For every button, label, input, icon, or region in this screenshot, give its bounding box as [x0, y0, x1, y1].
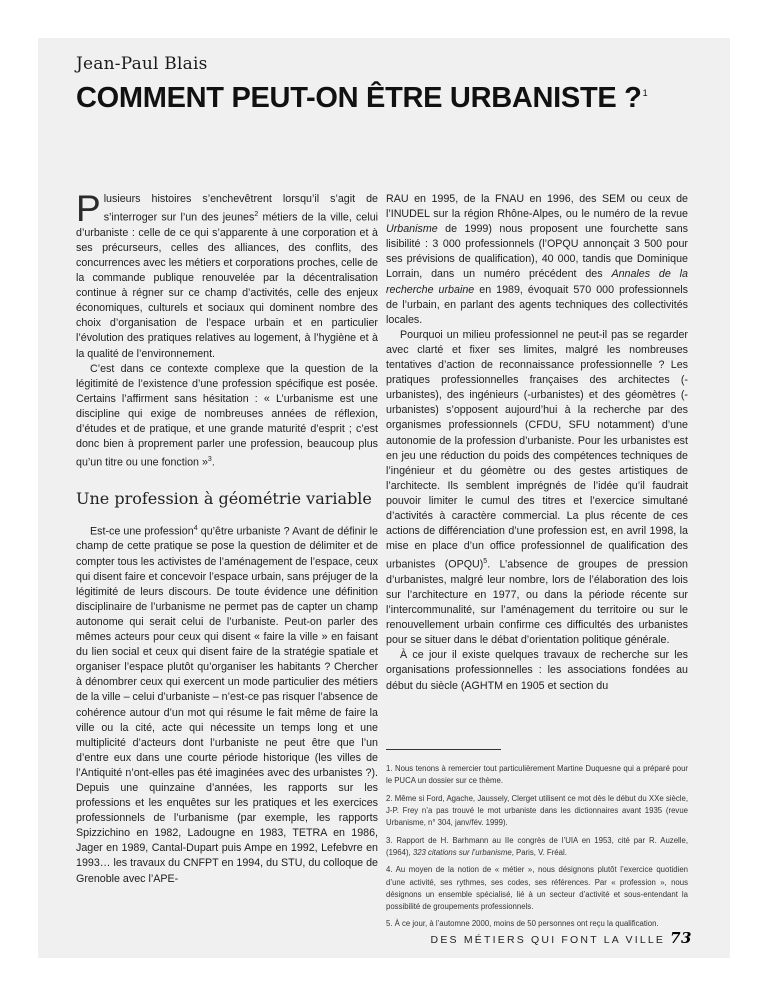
paragraph-text: RAU en 1995, de la FNAU en 1996, des SEM ou ceux de l’INUDEL sur la région Rhône-Alpes, ou le numéro de la revue	[386, 193, 688, 221]
paragraph	[76, 188, 379, 362]
footnote-ref: 4	[193, 524, 198, 532]
article-title-text: COMMENT PEUT-ON ÊTRE URBANISTE ?	[76, 82, 642, 114]
paragraph	[76, 521, 378, 887]
footnote: 1. Nous tenons à remercier tout particulièrement Martine Duquesne qui a préparé pour le PUCA un dossier sur ce thème.	[386, 764, 688, 786]
paragraph-text: lusieurs histoires s’enchevêtrent lorsqu’il s’agit de s’interroger sur l’un des jeunes	[103, 193, 378, 224]
footnote	[386, 835, 688, 859]
running-title: DES MÉTIERS QUI FONT LA VILLE	[430, 934, 666, 946]
footnote: 4. Au moyen de la notion de « métier », nous désignons plutôt l’exercice quotidien d’une activité, ses rythmes, ses codes, ses références. Par « profession », nous désignons un ensemble spécialisé, lié à un secteur d’activité et sous-entendant la possibilité de groupements professionnels.	[386, 865, 688, 911]
footnote-ref: 5	[483, 558, 488, 566]
paragraph-text: . L’absence de groupes de pression d’urbanistes, malgré leur nombre, lors de l’élaboration des lois sur l’architecture en 1977, ou dans la période récente sur l’intercommunalité, sur l’aménagement du territoire ou sur le renouvellement urbain confirme ces difficultés des urbanistes pour se situer dans le débat d’orientation politique générale.	[386, 558, 689, 647]
left-column	[76, 188, 379, 887]
paragraph	[386, 328, 688, 649]
drop-cap: P	[76, 188, 101, 229]
footnote: 5. À ce jour, à l’automne 2000, moins de 50 personnes ont reçu la qualification.	[386, 919, 659, 929]
book-title: 323 citations sur l’urbanisme	[412, 847, 512, 857]
journal-title: Urbanisme	[386, 223, 438, 236]
paragraph-text: qu’être urbaniste ? Avant de définir le champ de cette pratique se pose la question de délimiter et de compter tous les activistes de l’aménagement de l’espace, ceux qui disent faire et concevoir l’espace urbain, sans préjuger de la légitimité de leurs discours. De toute évidence une définition disciplinaire de l’urbanisme ne permet pas de capter un champ autonome qui serait celui de l’urbaniste. Peut-on parler des mêmes acteurs pour ceux qui disent « faire la ville » en faisant du lien social et ceux qui disent faire de la stratégie spatiale et organiser l’espace plutôt qu’organiser les habitants ? Chercher à dénombrer ceux qui exercent un mode particulier des métiers de la ville – celui d’urbaniste – n’est-ce pas risquer l’absence de cohérence autour d’un mot qui résume le fait même de faire la ville ou la cité, acte qui nécessite un temps long et une multiplicité d’acteurs dont l’urbaniste ne peut être que l’un d’entre eux dans une courte période historique (les villes de l’Antiquité n’ont-elles pas été imaginées avec des urbanistes ?). Depuis une quinzaine d’années, les rapports sur les professions et les enquêtes sur les pratiques et les exercices professionnels de l’urbanisme (par exemple, les rapports Spizzichino en 1982, Ladougne en 1983, TETRA en 1986, Jager en 1989, Cantal-Dupart puis Ampe en 1992, Lefebvre en 1993… les travaux du CNFPT en 1994, du STU, du colloque de Grenoble avec l’APE-	[76, 525, 378, 885]
footnote-ref: 2	[254, 211, 259, 219]
paragraph-text: en 1989, évoquait 570 000 professionnels de l’urbain, en parlant des agents techniques des collectivités locales.	[386, 283, 689, 326]
right-column	[386, 192, 688, 694]
footnote-text: , Paris, V. Fréal.	[511, 847, 567, 857]
paragraph-text: Pourquoi un milieu professionnel ne peut-il pas se regarder avec clarté et fixer ses limites, malgré les nombreuses tentatives d’action de reconnaissance professionnelle ? Les pratiques professionnelles françaises des architectes (-urbanistes), des ingénieurs (-urbanistes) et des géomètres (-urbanistes) s’opposent aujourd’hui à la recherche par des organismes professionnels (CFDU, SFU notamment) d’une autonomie de la profession d’urbaniste. Pour les urbanistes est en jeu une réduction du poids des compétences techniques de l’ingénieur et du géomètre ou des gestes artistiques de l’architecte. Ils semblent imprégnés de l’idée qu’il faudrait pouvoir limiter le cumul des titres et l’exercice simultané d’activités à caractère commercial. La plus récente de ces actions de différenciation d’une profession est, en avril 1998, la mise en place d’un office professionnel de qualification des urbanistes (OPQU)	[386, 328, 688, 571]
author-name: Jean-Paul Blais	[76, 54, 208, 74]
paragraph: À ce jour il existe quelques travaux de recherche sur les organisations professionnelles : les associations fondées au début du siècle (AGHTM en 1905 et section du	[386, 649, 688, 692]
article-title	[76, 82, 647, 115]
footnote-divider	[386, 749, 501, 750]
paragraph-text: métiers de la ville, celui d’urbaniste : celle de ce qui s’apparente à une corporation et à ses précurseurs, celles des alliances, des conflits, des concurrences avec les métiers et corporations proches, celle de la commande publique renouvelée par la décentralisation continue à régner sur ce champ d’activités, celle des enjeux économiques, culturels et sociaux qui dominent nombre des choix d’organisation de l’espace urbain et en particulier l’évolution des pratiques relatives au logement, à l’hygiène et à la qualité de l’environnement.	[76, 211, 379, 360]
paragraph	[386, 192, 688, 328]
journal-title: Annales de la recherche urbaine	[386, 268, 688, 296]
footnotes	[386, 763, 688, 936]
paragraph-text: Est-ce une profession	[90, 525, 194, 538]
paragraph-text: C’est dans ce contexte complexe que la question de la légitimité de l’existence d’une profession spécifique est posée. Certains l’affirment sans hésitation : « L’urbanisme est une discipline qui exige de nombreuses années de réflexion, d’études et de pratique, et une grande maturité d’esprit ; c’est donc bien à proprement parler une profession, beaucoup plus qu’un titre ou une fonction »	[76, 362, 378, 469]
paragraph-text: .	[211, 456, 215, 469]
section-heading: Une profession à géométrie variable	[76, 488, 372, 508]
footnote: 2. Même si Ford, Agache, Jaussely, Clerget utilisent ce mot dès le début du XXe siècle, J-P. Frey n’a pas trouvé le mot urbaniste dans les dictionnaires avant 1935 (revue Urbanisme, n° 304, janv/fév. 1999).	[386, 793, 688, 828]
paragraph-text: de 1999) nous proposent une fourchette sans lisibilité : 3 000 professionnels (l’OPQU annonçait 3 500 pour ses prévisions de qualification), 40 000, tandis que Dominique Lorrain, dans un numéro précédent des	[386, 223, 688, 281]
footnote-text: 3. Rapport de H. Barhmann au IIe congrès de l’UIA en 1953, cité par R. Auzelle, (1964),	[386, 835, 688, 857]
page-footer	[431, 929, 692, 947]
page-number: 73	[670, 929, 692, 947]
footnote-ref: 1	[642, 88, 648, 99]
footnote-ref: 3	[207, 456, 212, 464]
paragraph	[76, 362, 378, 471]
